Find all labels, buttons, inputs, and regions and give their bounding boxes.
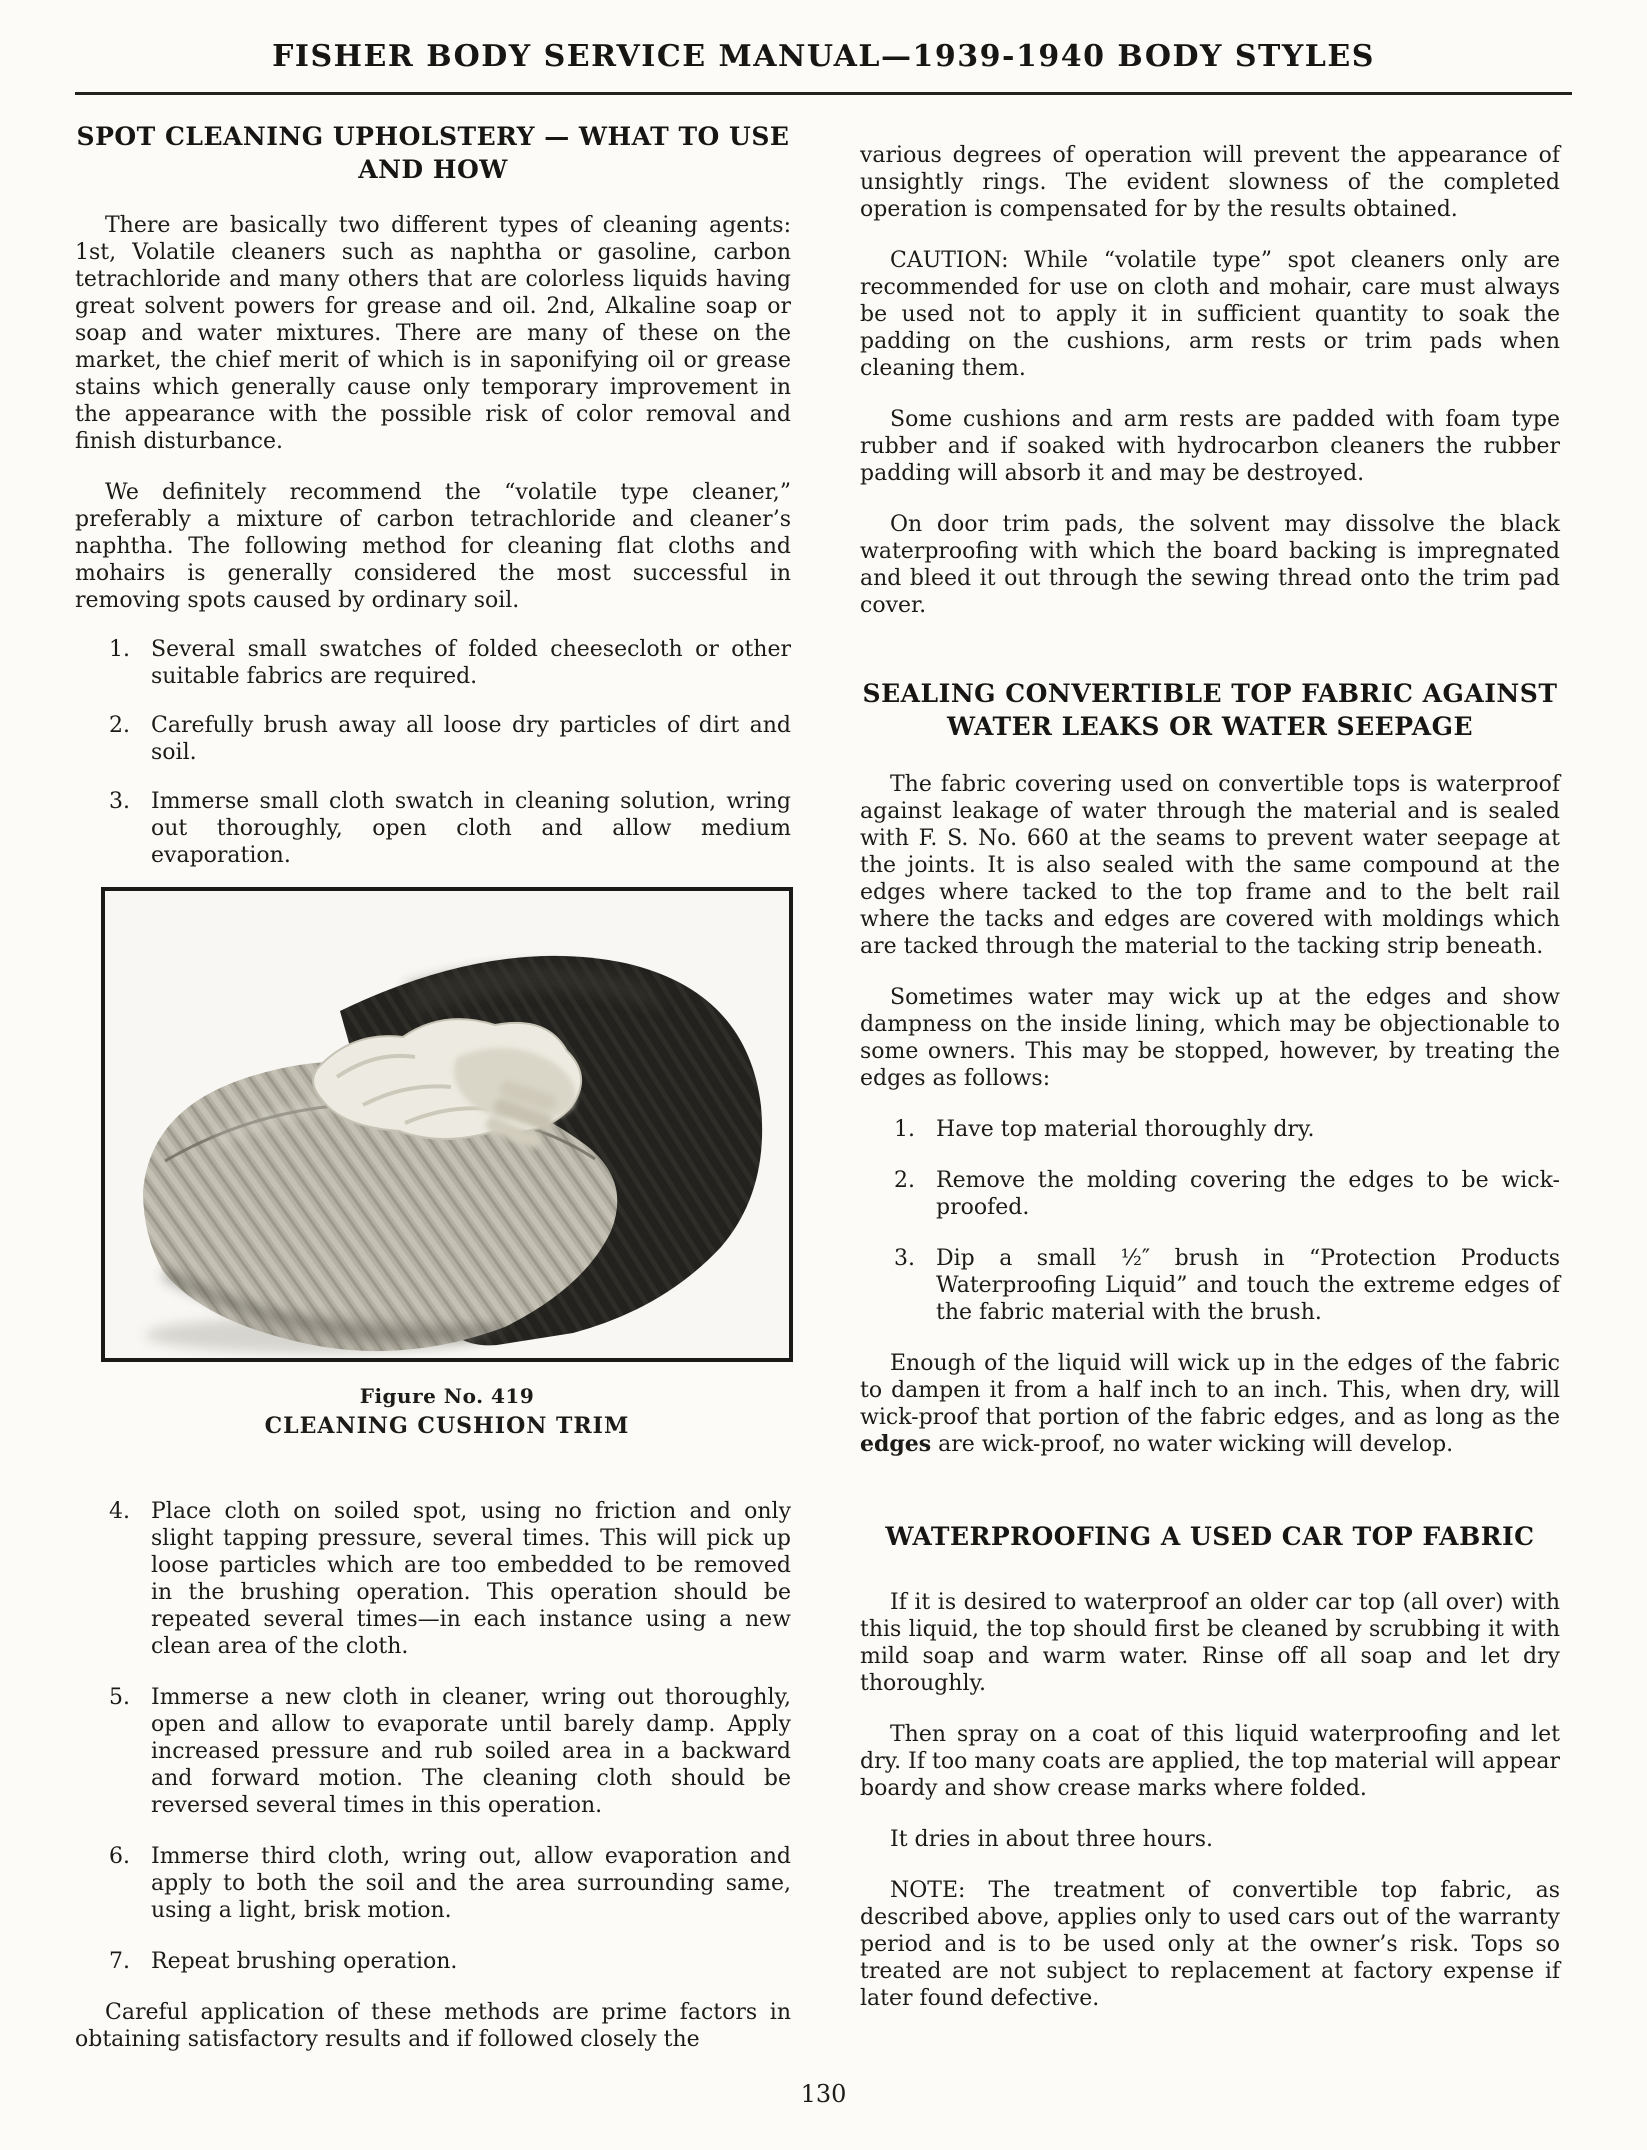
list-number: 1. (894, 1117, 915, 1142)
right-column (860, 120, 1560, 2012)
section-heading-spot-cleaning (75, 120, 791, 186)
paragraph-caution: CAUTION: While “volatile type” spot cleaners only are recommended for use on cloth and mohair, care must always be used not to apply it in sufficient quantity to soak the padding on the cushions, arm rests or trim pads when cleaning them. (860, 248, 1560, 381)
list-item-5 (75, 1684, 791, 1819)
list-text: Immerse third cloth, wring out, allow evaporation and apply to both the soil and the area surrounding same, using a light, brisk motion. (151, 1844, 791, 1923)
list-text: Remove the molding covering the edges to be wick-proofed. (936, 1168, 1560, 1220)
paragraph-cleaning-agents: There are basically two different types of cleaning agents: 1st, Volatile cleaners such as naphtha or gasoline, carbon tetrachloride and many others that are colorless liquids having great solvent powers for grease and oil. 2nd, Alkaline soap or soap and water mixtures. There are many of these on the market, the chief merit of which is in saponifying oil or grease stains which generally cause only temporary improvement in the appearance with the possible risk of color removal and finish disturbance. (75, 213, 791, 454)
paragraph-enough-liquid (860, 1350, 1560, 1458)
left-column (75, 120, 791, 2053)
paragraph-drying-time: It dries in about three hours. (890, 1827, 1214, 1852)
heading-line-1: SPOT CLEANING UPHOLSTERY — WHAT TO USE (76, 122, 790, 151)
list-text: Immerse small cloth swatch in cleaning solution, wring out thoroughly, open cloth and allow medium evaporation. (151, 789, 791, 868)
page-footer (0, 2081, 1647, 2108)
list-text: Place cloth on soiled spot, using no friction and only slight tapping pressure, several times. This will pick up loose particles which are too embedded to be removed in the brushing operation. This operation should be repeated several times—in each instance using a new clean area of the cloth. (151, 1499, 791, 1659)
heading-line-2: WATER LEAKS OR WATER SEEPAGE (946, 712, 1473, 741)
list-text: Several small swatches of folded cheesecloth or other suitable fabrics are required. (151, 637, 791, 689)
figure-image-cleaning-cushion (101, 887, 793, 1362)
paragraph-closing: Careful application of these methods are prime factors in obtaining satisfactory results and if followed closely the (75, 2000, 791, 2052)
figure-title: CLEANING CUSHION TRIM (264, 1413, 630, 1439)
heading-line-1: SEALING CONVERTIBLE TOP FABRIC AGAINST (862, 679, 1558, 708)
list-item-1 (860, 1116, 1560, 1143)
paragraph-water-wick: Sometimes water may wick up at the edges and show dampness on the inside lining, which may be objectionable to some owners. This may be stopped, however, by treating the edges as follows: (860, 985, 1560, 1091)
heading-line-2: AND HOW (358, 155, 508, 184)
list-number: 6. (109, 1844, 130, 1869)
paragraph-door-trim: On door trim pads, the solvent may dissolve the black waterproofing with which the board backing is impregnated and bleed it out through the sewing thread onto the trim pad cover. (860, 512, 1560, 618)
page-header-title: FISHER BODY SERVICE MANUAL—1939-1940 BODY STYLES (272, 39, 1375, 74)
figure-number: Figure No. 419 (359, 1384, 535, 1408)
header-divider (75, 92, 1572, 95)
page-number: 130 (800, 2080, 847, 2108)
figure-caption (101, 1382, 793, 1442)
paragraph-used-top: If it is desired to waterproof an older car top (all over) with this liquid, the top should first be cleaned by scrubbing it with mild soap and warm water. Rinse off all soap and let dry thoroughly. (860, 1590, 1560, 1696)
list-item-2 (75, 712, 791, 766)
list-number: 3. (109, 789, 130, 814)
paragraph-enough-post: are wick-proof, no water wicking will develop. (931, 1432, 1454, 1457)
list-item-7 (75, 1948, 791, 1975)
paragraph-foam-rubber: Some cushions and arm rests are padded with foam type rubber and if soaked with hydrocarbon cleaners the rubber padding will absorb it and may be destroyed. (860, 407, 1560, 486)
list-number: 4. (109, 1499, 130, 1524)
list-number: 1. (109, 637, 130, 662)
list-item-2 (860, 1167, 1560, 1221)
paragraph-enough-bold: edges (860, 1431, 932, 1457)
list-item-3 (75, 788, 791, 869)
paragraph-continuation: various degrees of operation will prevent the appearance of unsightly rings. The evident slowness of the completed operation is compensated for by the results obtained. (860, 143, 1560, 222)
list-number: 2. (894, 1168, 915, 1193)
cushion-photo-illustration (105, 891, 789, 1358)
list-text: Repeat brushing operation. (151, 1949, 458, 1974)
section-heading-sealing (860, 677, 1560, 743)
paragraph-note: NOTE: The treatment of convertible top fabric, as described above, applies only to used cars out of the warranty period and is to be used only at the owner’s risk. Tops so treated are not subject to replacement at factory expense if later found defective. (860, 1878, 1560, 2011)
list-text: Carefully brush away all loose dry particles of dirt and soil. (151, 713, 791, 765)
paragraph-fabric-covering: The fabric covering used on convertible tops is waterproof against leakage of water through the material and is sealed with F. S. No. 660 at the seams to prevent water seepage at the joints. It is also sealed with the same compound at the edges where tacked to the top frame and to the belt rail where the tacks and edges are covered with moldings which are tacked through the material to the tacking strip beneath. (860, 772, 1560, 959)
list-item-6 (75, 1843, 791, 1924)
list-text: Dip a small ½″ brush in “Protection Products Waterproofing Liquid” and touch the extreme edges of the fabric material with the brush. (936, 1246, 1560, 1325)
list-number: 5. (109, 1685, 130, 1710)
paragraph-recommendation: We definitely recommend the “volatile type cleaner,” preferably a mixture of carbon tetrachloride and cleaner’s naphtha. The following method for cleaning flat cloths and mohairs is generally considered the most successful in removing spots caused by ordinary soil. (75, 480, 791, 613)
section-heading-waterproofing: WATERPROOFING A USED CAR TOP FABRIC (885, 1522, 1535, 1551)
list-number: 2. (109, 713, 130, 738)
list-item-1 (75, 636, 791, 690)
list-number: 3. (894, 1246, 915, 1271)
list-number: 7. (109, 1949, 130, 1974)
figure-419 (101, 887, 793, 1442)
list-text: Have top material thoroughly dry. (936, 1117, 1315, 1142)
list-text: Immerse a new cloth in cleaner, wring out thoroughly, open and allow to evaporate until barely damp. Apply increased pressure and rub soiled area in a backward and forward motion. The cleaning cloth should be reversed several times in this operation. (151, 1685, 791, 1818)
paragraph-enough-pre: Enough of the liquid will wick up in the edges of the fabric to dampen it from a half inch to an inch. This, when dry, will wick-proof that portion of the fabric edges, and as long as the (860, 1351, 1560, 1430)
paragraph-spray-coat: Then spray on a coat of this liquid waterproofing and let dry. If too many coats are applied, the top material will appear boardy and show crease marks where folded. (860, 1722, 1560, 1801)
list-item-4 (75, 1498, 791, 1660)
list-item-3 (860, 1245, 1560, 1326)
